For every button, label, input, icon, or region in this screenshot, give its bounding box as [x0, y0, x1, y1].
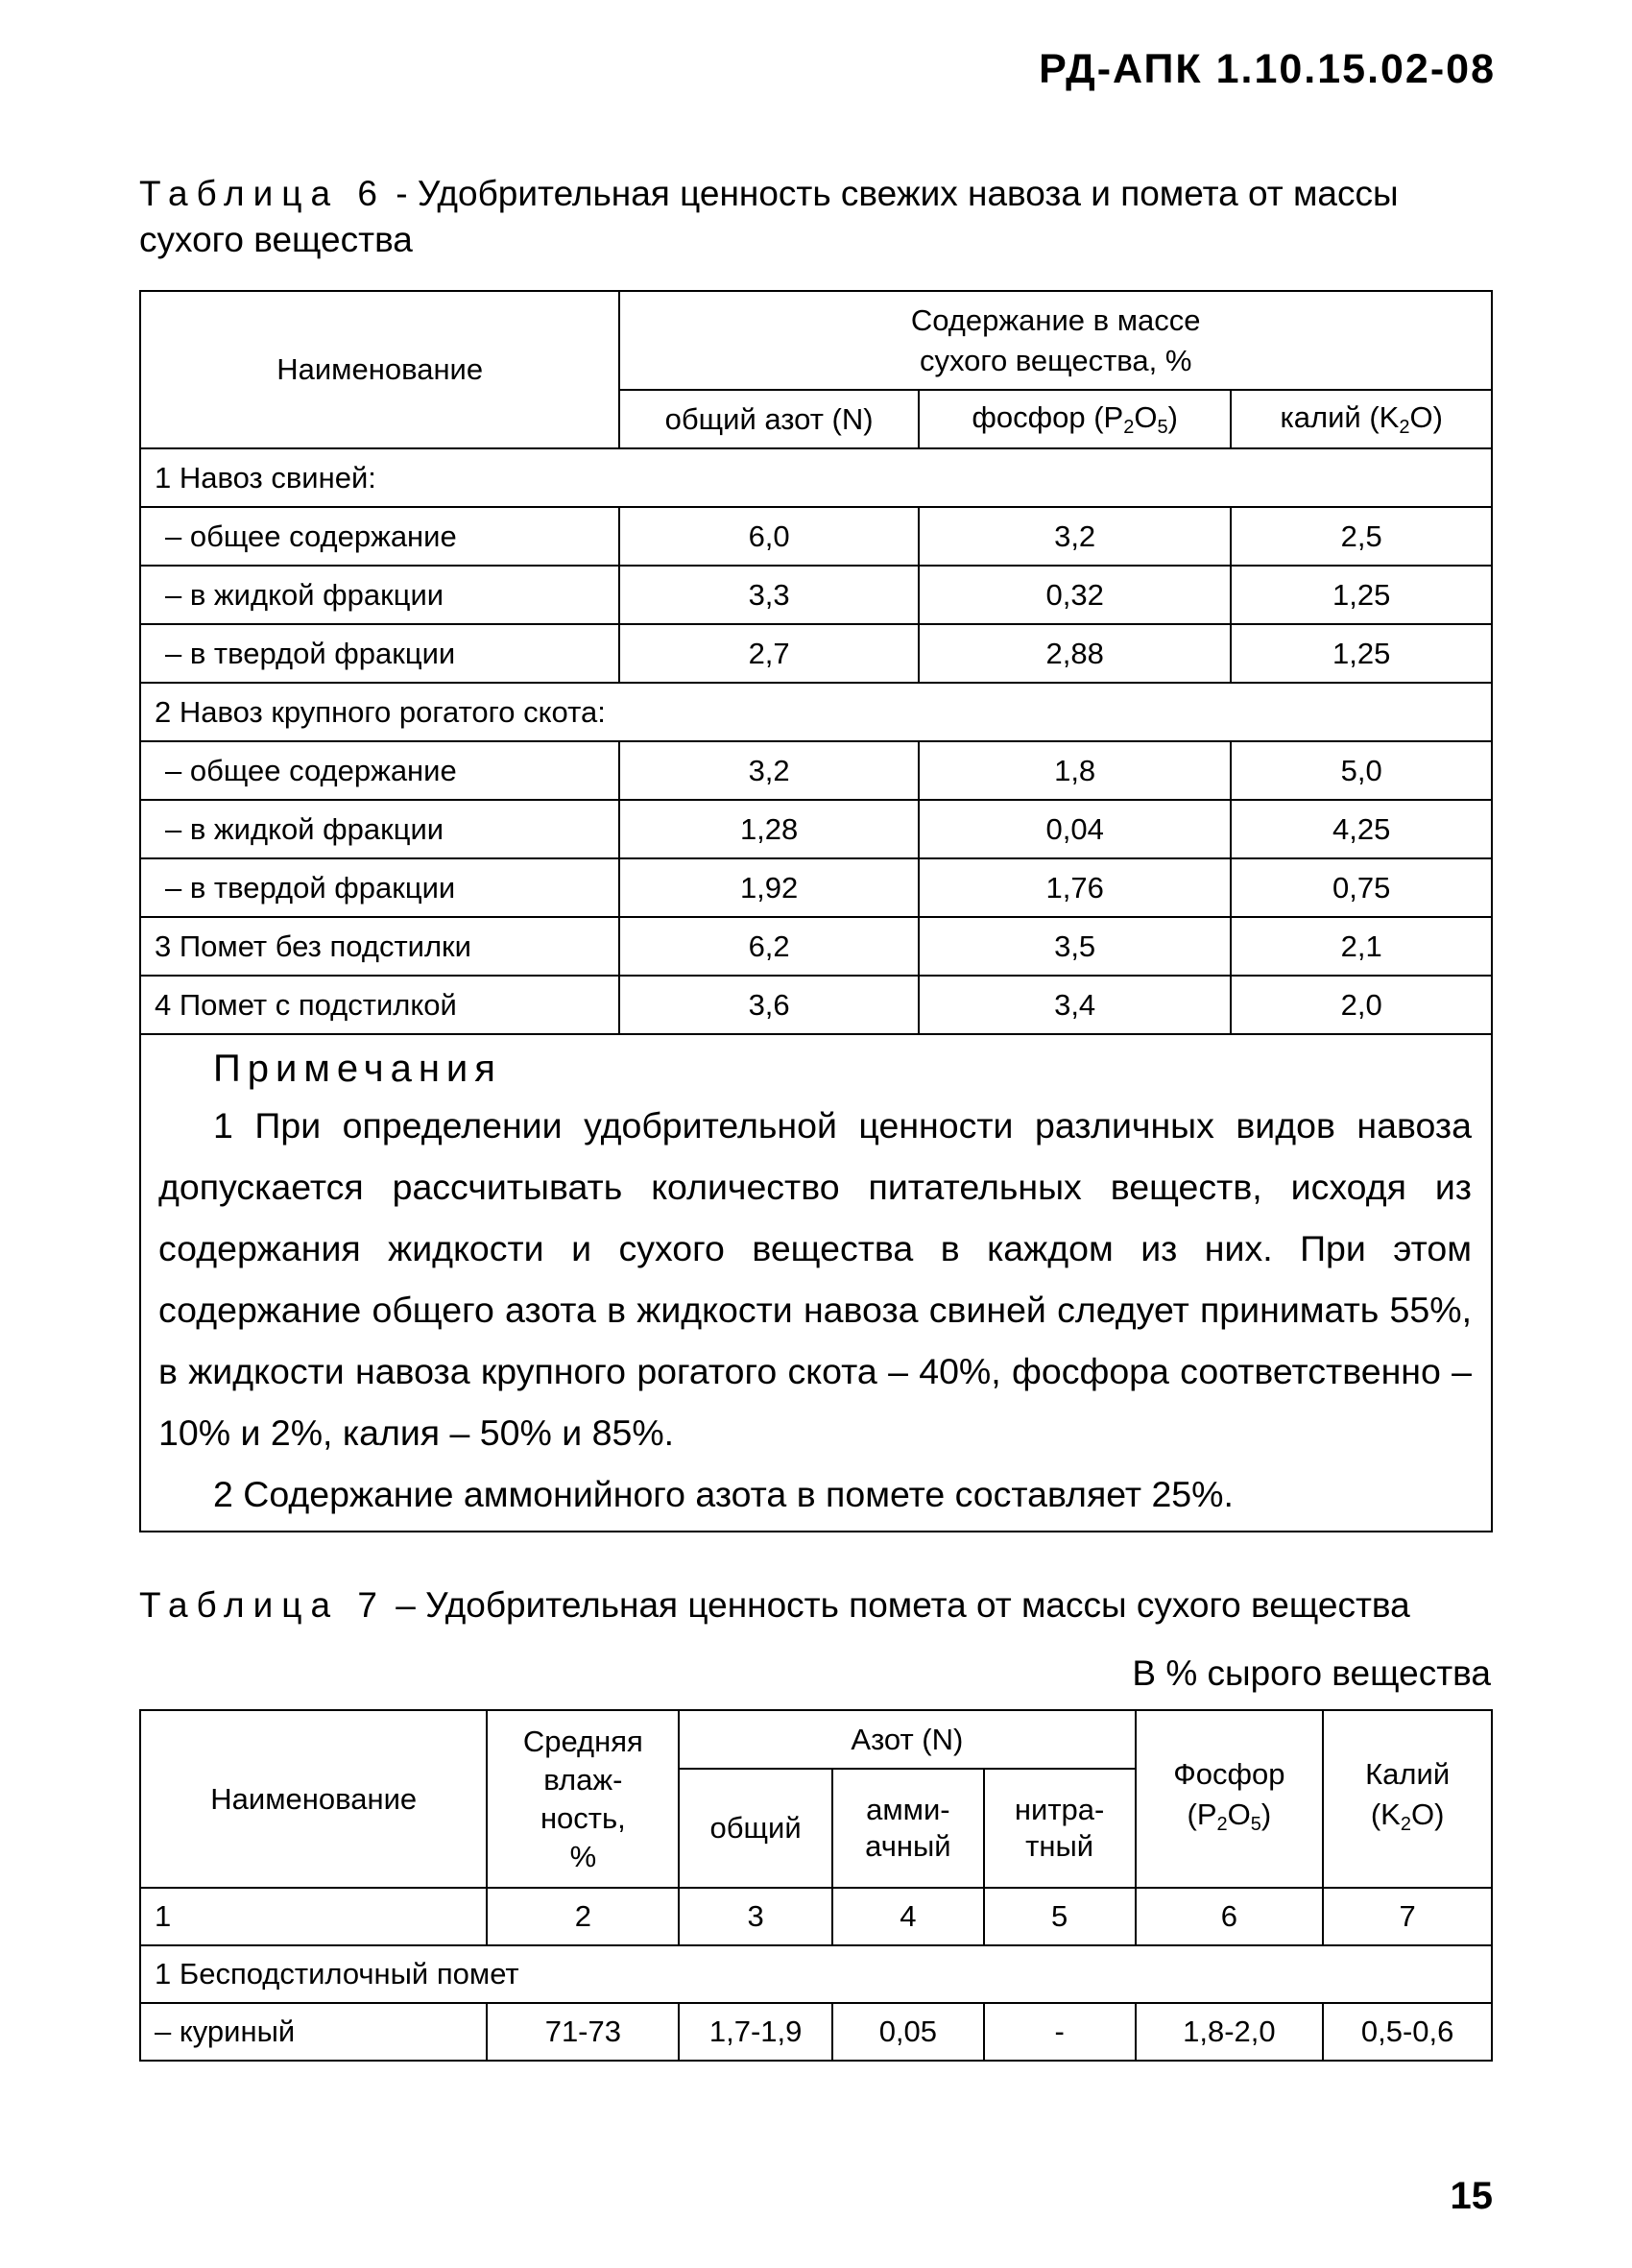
page-number: 15 — [1450, 2175, 1493, 2217]
row-name: – в твердой фракции — [140, 624, 619, 683]
table7-header-phosphorus — [1136, 1710, 1324, 1888]
table7-header-nitrogen: Азот (N) — [679, 1710, 1135, 1769]
cell-phosphorus: 3,2 — [919, 507, 1232, 566]
formula-part: калий (K — [1280, 399, 1400, 434]
header-line: ачный — [865, 1829, 951, 1863]
header-line: тный — [1025, 1829, 1094, 1863]
cell-phosphorus: 1,8 — [919, 741, 1232, 800]
table-row — [140, 976, 1492, 1034]
formula-subscript: 2 — [1399, 416, 1410, 438]
formula-part: O) — [1409, 399, 1443, 434]
table7-header-ammonium — [832, 1769, 984, 1888]
document-code: РД-АПК 1.10.15.02-08 — [1039, 46, 1496, 92]
cell-nitrogen: 6,2 — [619, 917, 919, 976]
table7-header-total: общий — [679, 1769, 832, 1888]
table-row — [140, 2003, 1492, 2061]
table6-header-name: Наименование — [140, 291, 619, 448]
note-paragraph — [158, 1463, 1472, 1525]
table6-header-group — [619, 291, 1492, 390]
table-row — [140, 507, 1492, 566]
formula-subscript: 5 — [1157, 416, 1168, 438]
cell-phosphorus: 1,76 — [919, 858, 1232, 917]
cell-phosphorus: 3,5 — [919, 917, 1232, 976]
formula-part: O — [1227, 1797, 1251, 1831]
note-paragraph — [158, 1095, 1472, 1463]
notes-title: Примечания — [213, 1048, 502, 1090]
table6-caption — [139, 171, 1502, 263]
cell-moisture: 71-73 — [487, 2003, 679, 2061]
table7-header-nitrate — [984, 1769, 1136, 1888]
row-name: – в жидкой фракции — [140, 566, 619, 624]
header-line: ность, — [540, 1800, 626, 1835]
cell-nitrogen: 1,28 — [619, 800, 919, 858]
table-row — [140, 917, 1492, 976]
column-number: 5 — [984, 1888, 1136, 1945]
table6-header-nitrogen: общий азот (N) — [619, 390, 919, 448]
table7-column-numbers — [140, 1888, 1492, 1945]
column-number: 7 — [1323, 1888, 1492, 1945]
note-1-text: 1 При определении удобрительной ценности различных видов навоза допускается рассчитывать количество питательных веществ, исходя из содержания жидкости и сухого вещества в каждом из них. При этом содержание общего азота в жидкости навоза свиней следует принимать 55%, в жидкости навоза крупного рогатого скота – 40%, фосфора соответственно – 10% и 2%, калия – 50% и 85%. — [158, 1105, 1472, 1453]
formula-part: ) — [1167, 399, 1178, 434]
table6-notes — [140, 1034, 1492, 1532]
table-row — [140, 800, 1492, 858]
cell-potassium: 0,75 — [1231, 858, 1492, 917]
table7-caption-text: – Удобрительная ценность помета от массы сухого вещества — [396, 1585, 1410, 1625]
cell-nitrogen: 3,6 — [619, 976, 919, 1034]
row-name: – общее содержание — [140, 507, 619, 566]
formula-part: O) — [1410, 1797, 1445, 1831]
table6-header-group-line2: сухого вещества, % — [919, 343, 1192, 377]
table6-group-title: 1 Навоз свиней: — [140, 448, 1492, 507]
note-2-text: 2 Содержание аммонийного азота в помете составляет 25%. — [213, 1474, 1234, 1514]
header-line: влаж- — [543, 1762, 623, 1797]
formula-subscript: 2 — [1400, 1813, 1411, 1835]
cell-potassium: 1,25 — [1231, 566, 1492, 624]
row-name: 4 Помет с подстилкой — [140, 976, 619, 1034]
table-row — [140, 741, 1492, 800]
cell-phosphorus: 3,4 — [919, 976, 1232, 1034]
table7-caption-label: Таблица 7 — [139, 1585, 386, 1625]
header-line: % — [569, 1839, 597, 1873]
cell-ammonium: 0,05 — [832, 2003, 984, 2061]
cell-phosphorus: 2,88 — [919, 624, 1232, 683]
formula-subscript: 2 — [1216, 1813, 1228, 1835]
row-name: – в твердой фракции — [140, 858, 619, 917]
table7-header-moisture — [487, 1710, 679, 1888]
cell-nitrogen: 1,92 — [619, 858, 919, 917]
formula-part: фосфор (P — [972, 399, 1124, 434]
cell-nitrogen: 3,2 — [619, 741, 919, 800]
cell-potassium: 2,1 — [1231, 917, 1492, 976]
table-row — [140, 566, 1492, 624]
cell-potassium: 0,5-0,6 — [1323, 2003, 1492, 2061]
row-name: – общее содержание — [140, 741, 619, 800]
table6-group-title: 2 Навоз крупного рогатого скота: — [140, 683, 1492, 741]
cell-nitrogen: 2,7 — [619, 624, 919, 683]
table7-caption — [139, 1582, 1502, 1629]
column-number: 3 — [679, 1888, 832, 1945]
column-number: 4 — [832, 1888, 984, 1945]
cell-potassium: 2,5 — [1231, 507, 1492, 566]
cell-nitrogen: 6,0 — [619, 507, 919, 566]
cell-phosphorus: 0,04 — [919, 800, 1232, 858]
table7-units: В % сырого вещества — [1132, 1653, 1491, 1693]
table6-caption-text: - Удобрительная ценность свежих навоза и помета от массы сухого вещества — [139, 174, 1399, 259]
formula-subscript: 5 — [1250, 1813, 1261, 1835]
header-line: амми- — [866, 1793, 950, 1826]
header-line: Фосфор — [1173, 1756, 1285, 1791]
table7-section-title: 1 Бесподстилочный помет — [140, 1945, 1492, 2003]
column-number: 6 — [1136, 1888, 1324, 1945]
table6-header-potassium — [1231, 390, 1492, 448]
formula-part: ) — [1260, 1797, 1272, 1831]
cell-potassium: 1,25 — [1231, 624, 1492, 683]
header-line: Средняя — [522, 1724, 643, 1758]
cell-phosphorus: 0,32 — [919, 566, 1232, 624]
table7 — [139, 1709, 1493, 2062]
table-row — [140, 858, 1492, 917]
formula-part: (P — [1187, 1797, 1217, 1831]
cell-nitrogen: 3,3 — [619, 566, 919, 624]
table7-header-potassium — [1323, 1710, 1492, 1888]
formula-part: (K — [1370, 1797, 1401, 1831]
table-row — [140, 624, 1492, 683]
cell-nitrate: - — [984, 2003, 1136, 2061]
table7-header-name: Наименование — [140, 1710, 487, 1888]
cell-potassium: 5,0 — [1231, 741, 1492, 800]
cell-potassium: 4,25 — [1231, 800, 1492, 858]
row-name: 3 Помет без подстилки — [140, 917, 619, 976]
row-name: – куриный — [140, 2003, 487, 2061]
table6-header-group-line1: Содержание в массе — [910, 302, 1201, 337]
formula-subscript: 2 — [1123, 416, 1135, 438]
cell-potassium: 2,0 — [1231, 976, 1492, 1034]
row-name: – в жидкой фракции — [140, 800, 619, 858]
cell-total-nitrogen: 1,7-1,9 — [679, 2003, 832, 2061]
table6-caption-label: Таблица 6 — [139, 174, 386, 213]
table6-header-phosphorus — [919, 390, 1232, 448]
formula-part: O — [1134, 399, 1158, 434]
cell-phosphorus: 1,8-2,0 — [1136, 2003, 1324, 2061]
table6 — [139, 290, 1493, 1532]
column-number: 1 — [140, 1888, 487, 1945]
header-line: Калий — [1365, 1756, 1451, 1791]
column-number: 2 — [487, 1888, 679, 1945]
header-line: нитра- — [1014, 1793, 1105, 1826]
